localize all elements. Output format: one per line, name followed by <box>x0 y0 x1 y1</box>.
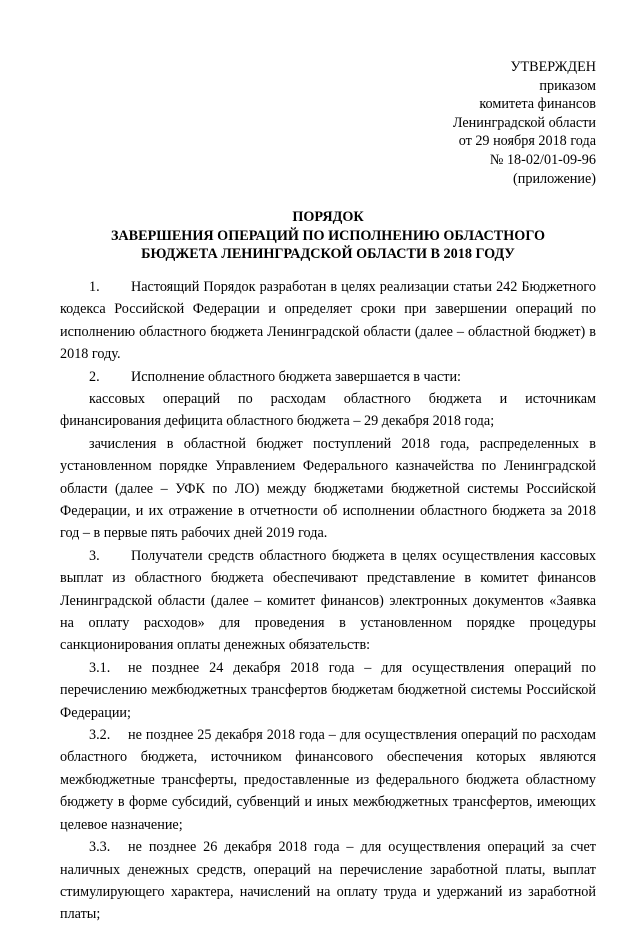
paragraph-text: Получатели средств областного бюджета в целях осуществления кассовых выплат из областного бюджета обеспечивают представление в комитет финансов Ленинградской области (далее – комитет финансов) электронных документов «Заявка на оплату расходов» для проведения в установленном порядке процедуры санкционирования оплаты денежных обязательств: <box>60 547 596 654</box>
paragraph-text: не позднее 26 декабря 2018 года – для осуществления операций за счет наличных денежных средств, операций на перечисление заработной платы, выплат стимулирующего характера, начислений на оплату труда и удержаний из заработной платы; <box>60 839 596 923</box>
approval-line: приказом <box>539 77 596 94</box>
paragraph-text: не позднее 25 декабря 2018 года – для осуществления операций по расходам областного бюджета, источником финансового обеспечения которых являются межбюджетные трансферты, предоставленные из федерального бюджета областному бюджету в форме субсидий, субвенций и иных межбюджетных трансфертов, имеющих целевое назначение; <box>60 727 596 833</box>
document-body <box>60 276 596 926</box>
paragraph <box>60 657 596 724</box>
paragraph <box>60 836 596 926</box>
paragraph-text: зачисления в областной бюджет поступлений 2018 года, распределенных в установленном порядке Управлением Федерального казначейства по Ленинградской области (далее – УФК по ЛО) между бюджетами бюджетной системы Российской Федерации, и их отражение в отчетности об исполнении областного бюджета за 2018 год – в первые пять рабочих дней 2019 года. <box>60 435 596 542</box>
paragraph <box>60 366 596 388</box>
approval-stamp <box>60 58 596 188</box>
paragraph-number: 3.3. <box>89 839 111 856</box>
title-line: ЗАВЕРШЕНИЯ ОПЕРАЦИЙ ПО ИСПОЛНЕНИЮ ОБЛАСТНОГО <box>110 227 546 244</box>
paragraph-number: 2. <box>89 368 100 385</box>
paragraph-text: не позднее 24 декабря 2018 года – для осуществления операций по перечислению межбюджетных трансфертов бюджетам бюджетной системы Российской Федерации; <box>60 659 596 721</box>
paragraph-number: 1. <box>89 278 100 295</box>
paragraph-text: Настоящий Порядок разработан в целях реализации статьи 242 Бюджетного кодекса Российской Федерации и определяет сроки при завершении операций по исполнению областного бюджета Ленинградской области (далее – областной бюджет) в 2018 году. <box>60 278 596 363</box>
paragraph-number: 3.1. <box>89 659 111 676</box>
approval-line: Ленинградской области <box>452 114 596 131</box>
approval-line: от 29 ноября 2018 года <box>458 133 596 150</box>
title-line: ПОРЯДОК <box>292 209 364 226</box>
approval-line: УТВЕРЖДЕН <box>510 59 596 75</box>
paragraph-number: 3.2. <box>89 727 111 744</box>
paragraph <box>60 545 596 657</box>
approval-line: комитета финансов <box>479 96 596 113</box>
approval-line: (приложение) <box>513 170 596 187</box>
paragraph-text: кассовых операций по расходам областного бюджета и источникам финансирования дефицита областного бюджета – 29 декабря 2018 года; <box>60 390 596 430</box>
paragraph <box>60 276 596 366</box>
title-line: БЮДЖЕТА ЛЕНИНГРАДСКОЙ ОБЛАСТИ В 2018 ГОДУ <box>141 246 515 263</box>
document-page <box>60 58 596 926</box>
paragraph-number: 3. <box>89 547 100 564</box>
paragraph <box>60 724 596 836</box>
paragraph <box>60 388 596 433</box>
paragraph <box>60 433 596 545</box>
approval-line: № 18-02/01-09-96 <box>489 151 596 168</box>
document-title <box>60 208 596 264</box>
paragraph-text: Исполнение областного бюджета завершается в части: <box>131 368 461 385</box>
